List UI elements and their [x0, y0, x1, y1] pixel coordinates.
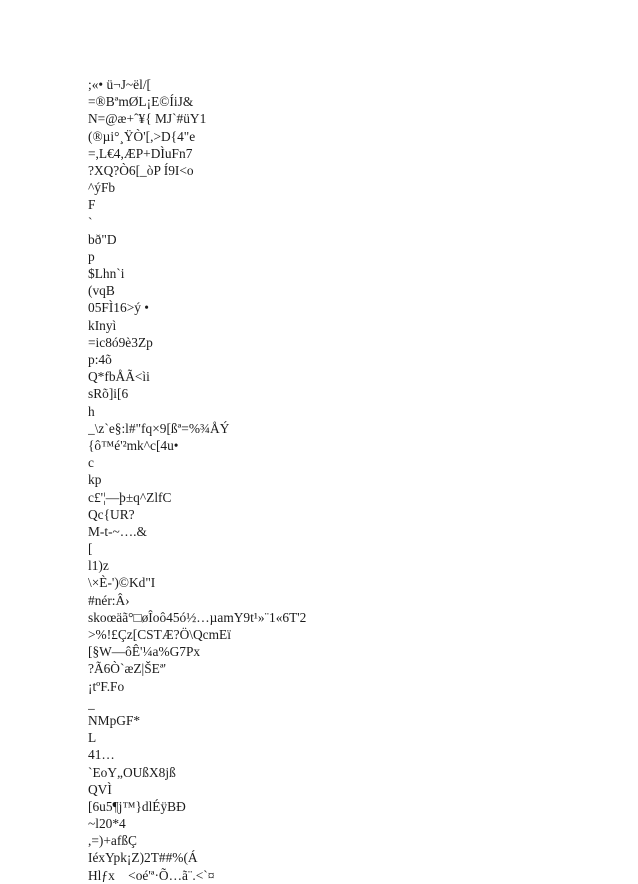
text-line: sRõ]i[6	[88, 386, 129, 402]
text-line: ,=)+afßÇ	[88, 833, 137, 849]
text-line: _	[88, 695, 95, 711]
text-line: #nér:Â›	[88, 592, 130, 608]
text-line: Qc{UR?	[88, 506, 135, 522]
text-line: skoœäã°□øÎoô45ó½…µamY9t¹»¨1«6T'2	[88, 609, 307, 625]
text-line: [6u5¶j™}dlÉÿBÐ	[88, 798, 186, 814]
text-line: kInyì	[88, 317, 117, 333]
text-line: (vqB	[88, 283, 115, 299]
text-line: ^ýFb	[88, 180, 116, 196]
text-line: M-t-~….&	[88, 523, 147, 539]
text-line: h	[88, 403, 95, 419]
text-line: {ô™é'²mk^c[4u•	[88, 437, 179, 453]
text-line: \×È-')©Kd"I	[88, 575, 156, 591]
text-line: l1)z	[88, 558, 109, 574]
text-line: >%!£Çz[CSTÆ?Ö\QcmEï	[88, 627, 231, 642]
text-line: $Lhn`i	[88, 266, 125, 282]
text-line: QVÌ	[88, 781, 112, 797]
text-line: kp	[88, 472, 102, 488]
text-line: =®BªmØL¡E©ÍiJ&	[88, 94, 194, 110]
text-line: p	[88, 248, 95, 264]
text-line: ?XQ?Ò6[_òP Í9I<o	[88, 162, 194, 178]
text-line: =ic8ó9è3Zp	[88, 334, 153, 350]
text-line: `	[88, 214, 93, 230]
text-line: bð"D	[88, 231, 117, 247]
text-line: c	[88, 455, 94, 471]
text-line: ¡tºF.Fo	[88, 678, 125, 694]
text-line: Q*fbÅÃ<ìi	[88, 369, 150, 385]
text-line: ?Ã6Ò`æZ|ŠEª'	[88, 661, 166, 677]
text-line: `EoY„OUßX8jß	[88, 764, 176, 780]
document-text-block	[88, 76, 608, 884]
text-line: Hlƒx <oé'ª·Õ…ã¨.<`¤	[88, 867, 215, 883]
text-line: [	[88, 541, 93, 557]
text-line: p:4õ	[88, 352, 112, 367]
text-line: [§W—ôÊ'¼a%G7Px	[88, 644, 201, 660]
text-line: =,L€4,ÆP+DÌuFn7	[88, 145, 193, 161]
text-line: F	[88, 197, 96, 213]
text-line: (®µi°¸ŸÒ'[,>D{4"e	[88, 128, 196, 144]
text-line: 05FÌ16>ý •	[88, 300, 149, 316]
text-line: L	[88, 730, 97, 746]
text-line: ~l20*4	[88, 816, 126, 832]
text-line: ;«• ü¬J~ël/[	[88, 77, 151, 92]
text-line: c£'¦—þ±q^ZlfC	[88, 489, 172, 505]
text-line: NMpGF*	[88, 712, 141, 728]
text-line: _\z`e§:l#"fq×9[ßª=%¾ÅÝ	[88, 420, 230, 436]
text-line: 41…	[88, 747, 115, 763]
text-line: IéxYpk¡Z)2T##%(Á	[88, 850, 198, 866]
text-line: N=@æ+ˆ¥{ MJ`#üY1	[88, 111, 207, 127]
